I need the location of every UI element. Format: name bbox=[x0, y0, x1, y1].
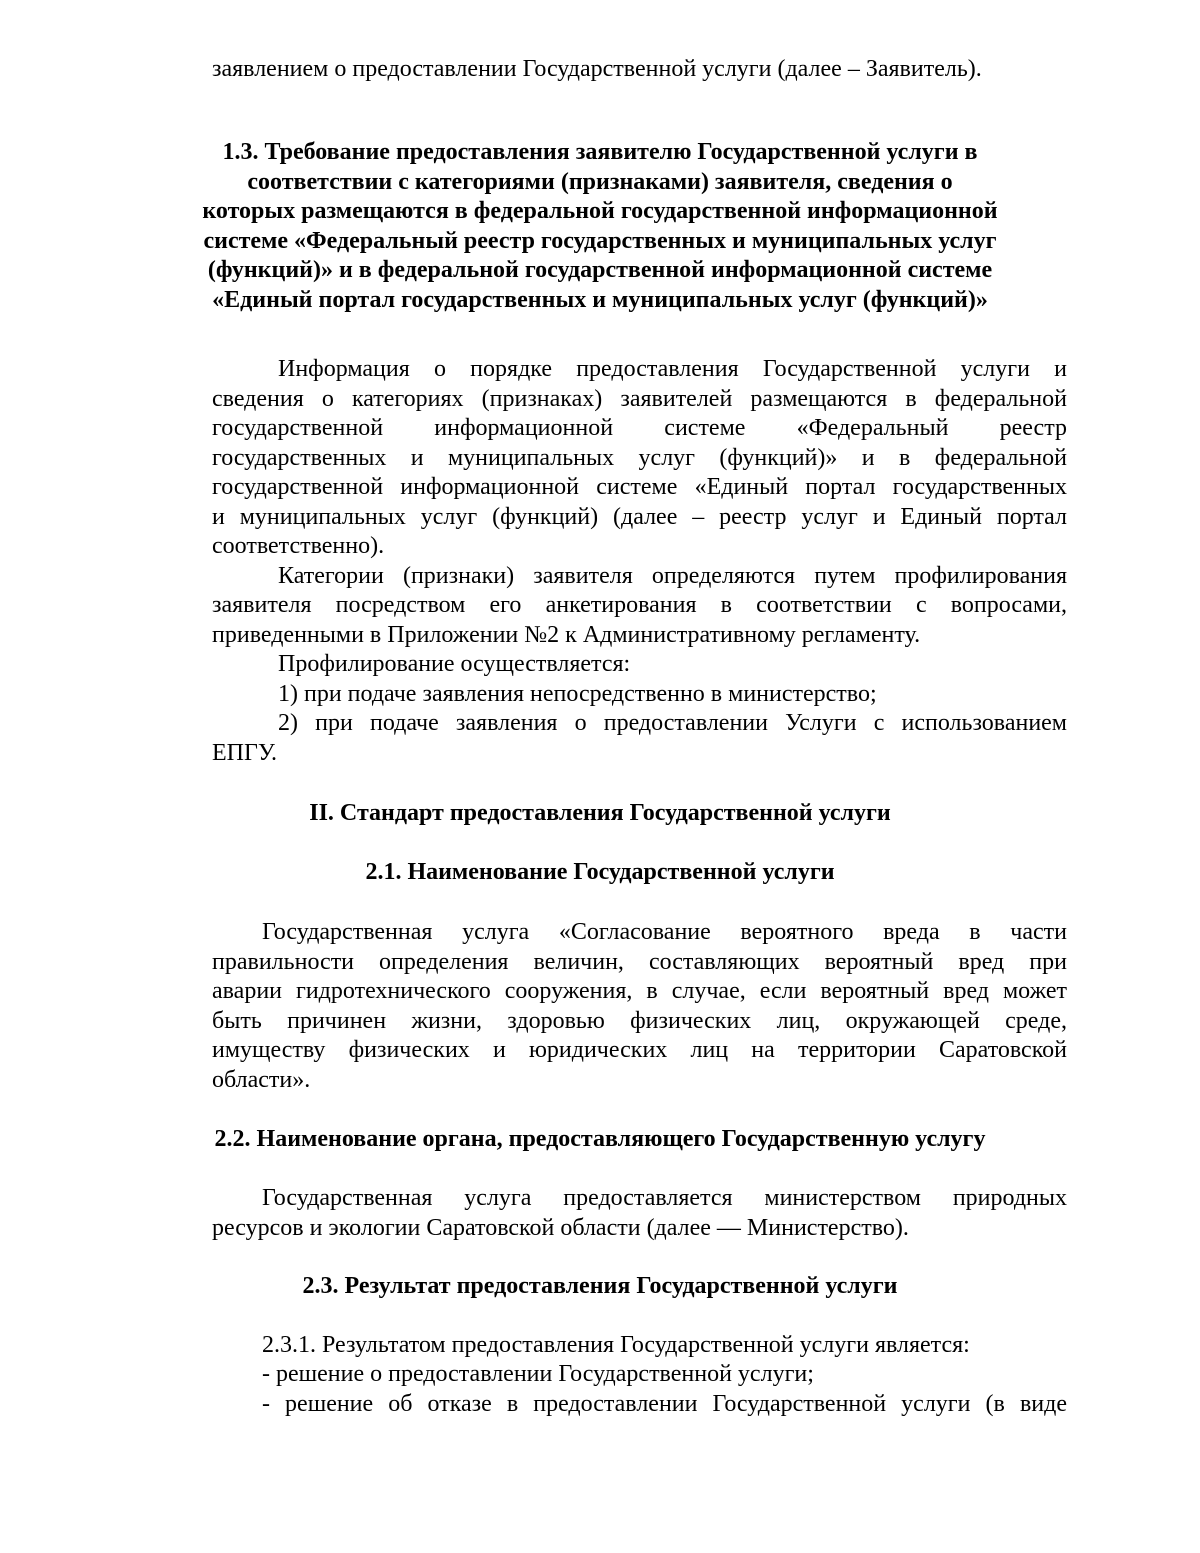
heading-line: «Единый портал государственных и муниципальных услуг (функций)» bbox=[212, 287, 988, 313]
paragraph-line: области». bbox=[212, 1067, 311, 1093]
paragraph-line: аварии гидротехнического сооружения, в случае, если вероятный вред может bbox=[212, 978, 1067, 1004]
intro-line: заявлением о предоставлении Государственной услуги (далее – Заявитель). bbox=[212, 56, 982, 82]
paragraph-line: быть причинен жизни, здоровью физических лиц, окружающей среде, bbox=[212, 1008, 1067, 1034]
paragraph-line: государственной информационной системе «Единый портал государственных bbox=[212, 474, 1067, 500]
heading-line: соответствии с категориями (признаками) заявителя, сведения о bbox=[247, 169, 953, 195]
list-item-1: 1) при подаче заявления непосредственно в министерство; bbox=[278, 681, 877, 707]
list-item-line: ЕПГУ. bbox=[212, 740, 277, 766]
section-2-3-heading: 2.3. Результат предоставления Государственной услуги bbox=[302, 1273, 898, 1299]
list-item-line: 2) при подаче заявления о предоставлении Услуги с использованием bbox=[278, 710, 1067, 736]
paragraph-line: Категории (признаки) заявителя определяются путем профилирования bbox=[278, 563, 1067, 589]
heading-line: (функций)» и в федеральной государственной информационной системе bbox=[207, 257, 993, 283]
paragraph-line: Государственная услуга «Согласование вероятного вреда в части bbox=[262, 919, 1067, 945]
section-2-3-paragraph-1: 2.3.1. Результатом предоставления Государственной услуги является: bbox=[262, 1332, 970, 1358]
section-2-1-heading: 2.1. Наименование Государственной услуги bbox=[365, 859, 835, 885]
heading-line: 1.3. Требование предоставления заявителю Государственной услуги в bbox=[222, 139, 978, 165]
section-2-heading: II. Стандарт предоставления Государственной услуги bbox=[309, 800, 891, 826]
paragraph-line: правильности определения величин, составляющих вероятный вред при bbox=[212, 949, 1067, 975]
paragraph-line: имуществу физических и юридических лиц на территории Саратовской bbox=[212, 1037, 1067, 1063]
paragraph-line: ресурсов и экологии Саратовской области (далее — Министерство). bbox=[212, 1215, 909, 1241]
paragraph-line: сведения о категориях (признаках) заявителей размещаются в федеральной bbox=[212, 386, 1067, 412]
section-2-2-heading: 2.2. Наименование органа, предоставляющего Государственную услугу bbox=[214, 1126, 986, 1152]
result-list-item-2: - решение об отказе в предоставлении Государственной услуги (в виде bbox=[262, 1391, 1067, 1417]
paragraph-line: Информация о порядке предоставления Государственной услуги и bbox=[278, 356, 1067, 382]
paragraph-line: заявителя посредством его анкетирования в соответствии с вопросами, bbox=[212, 592, 1067, 618]
result-list-item-1: - решение о предоставлении Государственной услуги; bbox=[262, 1361, 814, 1387]
paragraph-line: и муниципальных услуг (функций) (далее – реестр услуг и Единый портал bbox=[212, 504, 1067, 530]
paragraph-line: Государственная услуга предоставляется министерством природных bbox=[262, 1185, 1067, 1211]
heading-line: которых размещаются в федеральной государственной информационной bbox=[202, 198, 998, 224]
paragraph-line: соответственно). bbox=[212, 533, 385, 559]
paragraph-line: государственной информационной системе «Федеральный реестр bbox=[212, 415, 1067, 441]
paragraph-line: государственных и муниципальных услуг (функций)» и в федеральной bbox=[212, 445, 1067, 471]
paragraph-line: приведенными в Приложении №2 к Административному регламенту. bbox=[212, 622, 921, 648]
heading-line: системе «Федеральный реестр государственных и муниципальных услуг bbox=[203, 228, 997, 254]
section-1-3-paragraph-3: Профилирование осуществляется: bbox=[278, 651, 631, 677]
